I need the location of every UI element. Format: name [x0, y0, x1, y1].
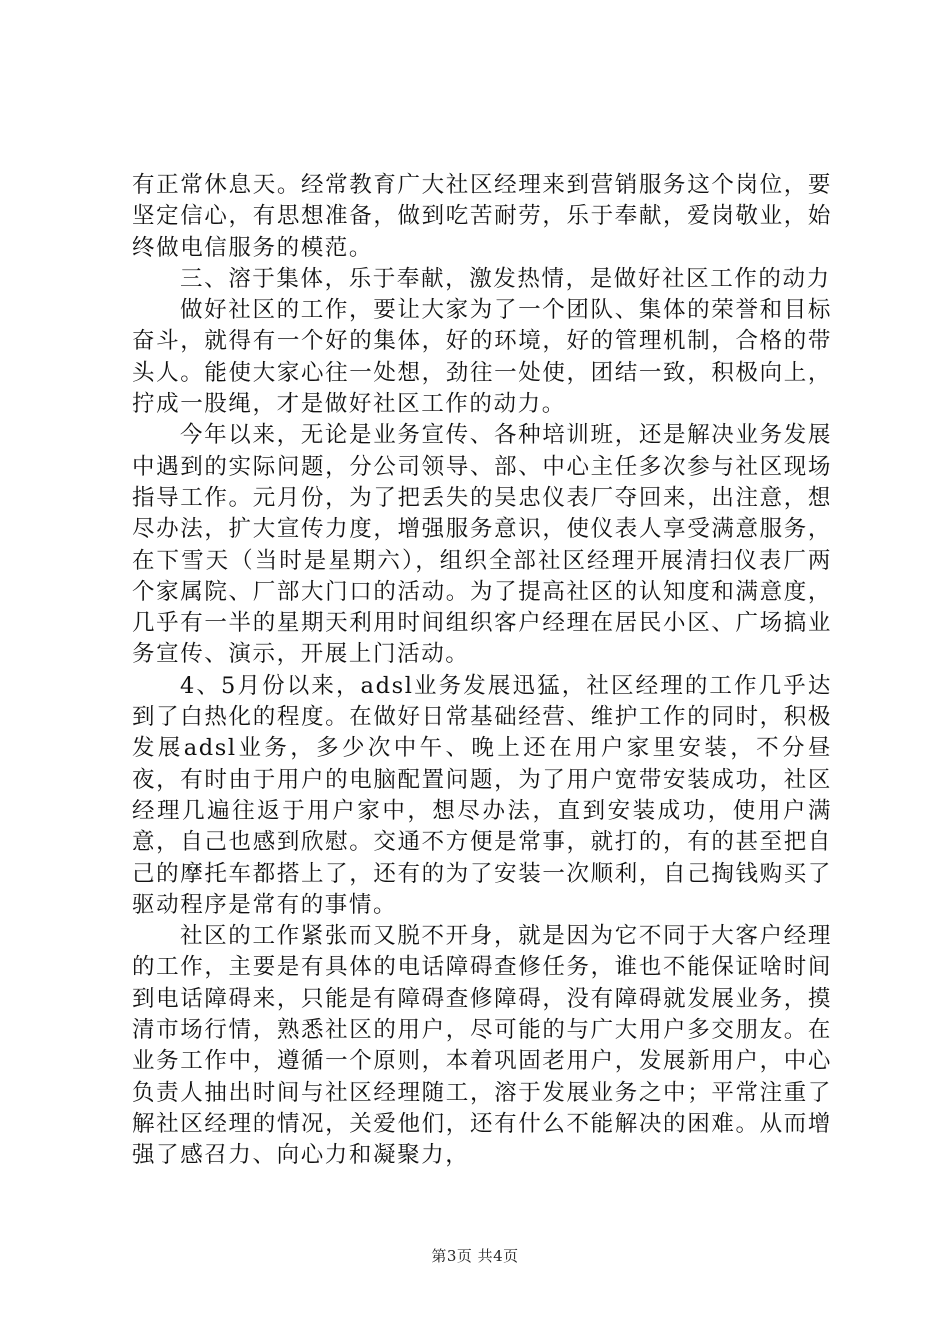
paragraph-1: 有正常休息天。经常教育广大社区经理来到营销服务这个岗位，要坚定信心，有思想准备，做到吃苦耐劳，乐于奉献，爱岗敬业，始终做电信服务的模范。 [132, 172, 832, 261]
paragraph-6: 社区的工作紧张而又脱不开身，就是因为它不同于大客户经理的工作，主要是有具体的电话障碍查修任务，谁也不能保证啥时间到电话障碍来，只能是有障碍查修障碍，没有障碍就发展业务，摸清市场行情，熟悉社区的用户，尽可能的与广大用户多交朋友。在业务工作中，遵循一个原则，本着巩固老用户，发展新用户，中心负责人抽出时间与社区经理随工，溶于发展业务之中；平常注重了解社区经理的情况，关爱他们，还有什么不能解决的困难。从而增强了感召力、向心力和凝聚力， [132, 923, 832, 1169]
paragraph-3: 做好社区的工作，要让大家为了一个团队、集体的荣誉和目标奋斗，就得有一个好的集体，好的环境，好的管理机制，合格的带头人。能使大家心往一处想，劲往一处使，团结一致，积极向上，拧成一股绳，才是做好社区工作的动力。 [132, 297, 832, 418]
paragraph-4: 今年以来，无论是业务宣传、各种培训班，还是解决业务发展中遇到的实际问题，分公司领导、部、中心主任多次参与社区现场指导工作。元月份，为了把丢失的吴忠仪表厂夺回来，出注意，想尽办法，扩大宣传力度，增强服务意识，使仪表人享受满意服务，在下雪天（当时是星期六），组织全部社区经理开展清扫仪表厂两个家属院、厂部大门口的活动。为了提高社区的认知度和满意度，几乎有一半的星期天利用时间组织客户经理在居民小区、广场搞业务宣传、演示，开展上门活动。 [132, 422, 832, 668]
document-body [132, 170, 832, 1172]
page-number-footer: 第3页 共4页 [431, 1247, 519, 1265]
paragraph-5: 4、5月份以来，adsl业务发展迅猛，社区经理的工作几乎达到了白热化的程度。在做好日常基础经营、维护工作的同时，积极发展adsl业务，多少次中午、晚上还在用户家里安装，不分昼夜，有时由于用户的电脑配置问题，为了用户宽带安装成功，社区经理几遍往返于用户家中，想尽办法，直到安装成功，使用户满意，自己也感到欣慰。交通不方便是常事，就打的，有的甚至把自己的摩托车都搭上了，还有的为了安装一次顺利，自己掏钱购买了驱动程序是常有的事情。 [132, 672, 832, 918]
section-heading-3: 三、溶于集体，乐于奉献，激发热情，是做好社区工作的动力 [180, 265, 831, 292]
